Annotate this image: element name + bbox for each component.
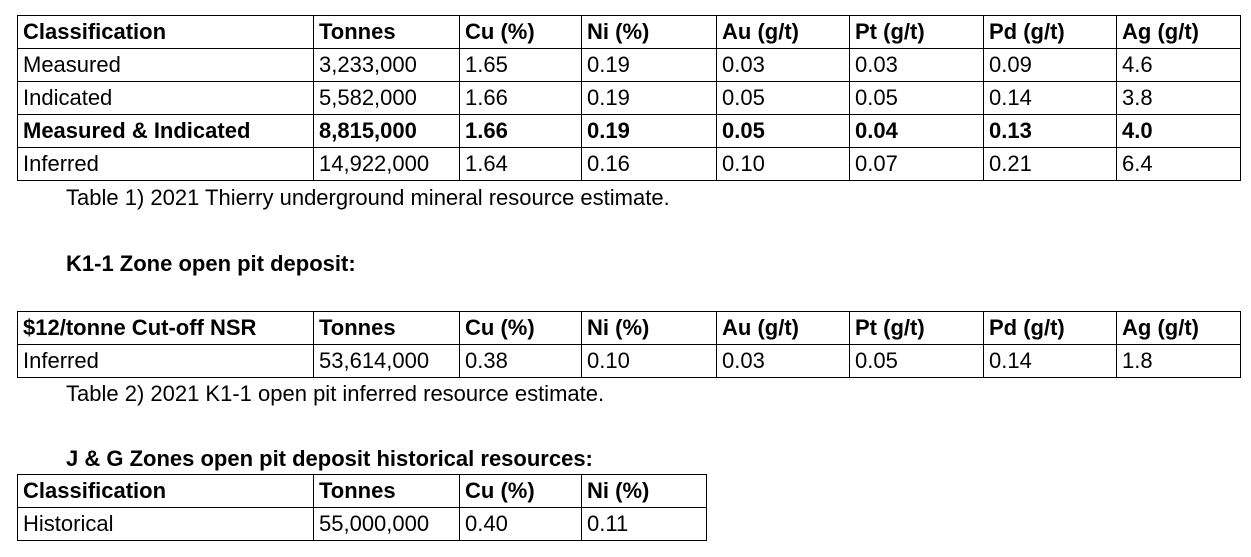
table-caption: Table 1) 2021 Thierry underground mineral resource estimate. xyxy=(66,185,670,210)
table-cell: 53,614,000 xyxy=(314,345,460,378)
table-cell: 0.05 xyxy=(850,82,984,115)
k1-1-resource-table xyxy=(17,311,1241,378)
header-cell: Cu (%) xyxy=(460,475,582,508)
table-cell: 6.4 xyxy=(1117,148,1241,181)
header-cell: Classification xyxy=(18,475,314,508)
table-cell: 8,815,000 xyxy=(314,115,460,148)
header-cell: Pt (g/t) xyxy=(850,312,984,345)
table-cell: 55,000,000 xyxy=(314,508,460,541)
header-cell: Au (g/t) xyxy=(717,312,850,345)
header-cell: Cu (%) xyxy=(460,16,582,49)
section-heading: J & G Zones open pit deposit historical resources: xyxy=(66,446,593,471)
thierry-resource-table xyxy=(17,15,1241,181)
table-header-row xyxy=(18,475,707,508)
table-cell: 0.19 xyxy=(582,115,717,148)
table-row xyxy=(18,345,1241,378)
table-row xyxy=(18,49,1241,82)
header-cell: Ni (%) xyxy=(582,475,707,508)
table-cell: 14,922,000 xyxy=(314,148,460,181)
table-cell: 0.10 xyxy=(717,148,850,181)
table-cell: 0.05 xyxy=(850,345,984,378)
jg-historical-resource-table xyxy=(17,474,707,541)
table-row xyxy=(18,82,1241,115)
table-cell: 0.14 xyxy=(984,345,1117,378)
table-cell: Inferred xyxy=(18,148,314,181)
table-cell: 0.11 xyxy=(582,508,707,541)
table-row xyxy=(18,148,1241,181)
table-cell: 0.03 xyxy=(850,49,984,82)
header-cell: Ag (g/t) xyxy=(1117,16,1241,49)
table-cell: 0.40 xyxy=(460,508,582,541)
table-header-row xyxy=(18,16,1241,49)
table-cell: Indicated xyxy=(18,82,314,115)
header-cell: Au (g/t) xyxy=(717,16,850,49)
table-header-row xyxy=(18,312,1241,345)
table-cell: 3.8 xyxy=(1117,82,1241,115)
header-cell: Pt (g/t) xyxy=(850,16,984,49)
table-cell: 0.05 xyxy=(717,115,850,148)
table-cell: Historical xyxy=(18,508,314,541)
table-cell: 3,233,000 xyxy=(314,49,460,82)
table-cell: 5,582,000 xyxy=(314,82,460,115)
table-cell: 0.07 xyxy=(850,148,984,181)
header-cell: Ni (%) xyxy=(582,16,717,49)
table-cell: 0.10 xyxy=(582,345,717,378)
table-row xyxy=(18,508,707,541)
table-cell: 0.14 xyxy=(984,82,1117,115)
table-cell: 1.8 xyxy=(1117,345,1241,378)
table-cell: 0.09 xyxy=(984,49,1117,82)
table-cell: 4.0 xyxy=(1117,115,1241,148)
header-cell: $12/tonne Cut-off NSR xyxy=(18,312,314,345)
table-cell: 0.03 xyxy=(717,345,850,378)
header-cell: Ni (%) xyxy=(582,312,717,345)
table-cell: Measured xyxy=(18,49,314,82)
table-cell: Inferred xyxy=(18,345,314,378)
header-cell: Cu (%) xyxy=(460,312,582,345)
table-cell: 0.16 xyxy=(582,148,717,181)
header-cell: Pd (g/t) xyxy=(984,312,1117,345)
table-cell: 0.38 xyxy=(460,345,582,378)
header-cell: Classification xyxy=(18,16,314,49)
table-cell: 1.65 xyxy=(460,49,582,82)
table-cell: Measured & Indicated xyxy=(18,115,314,148)
table-cell: 0.19 xyxy=(582,82,717,115)
table-cell: 1.66 xyxy=(460,115,582,148)
table-cell: 0.05 xyxy=(717,82,850,115)
table-cell: 0.19 xyxy=(582,49,717,82)
table-cell: 0.03 xyxy=(717,49,850,82)
table-cell: 0.21 xyxy=(984,148,1117,181)
table-row-total xyxy=(18,115,1241,148)
table-cell: 1.66 xyxy=(460,82,582,115)
table-cell: 1.64 xyxy=(460,148,582,181)
header-cell: Tonnes xyxy=(314,16,460,49)
header-cell: Tonnes xyxy=(314,312,460,345)
table-caption: Table 2) 2021 K1-1 open pit inferred resource estimate. xyxy=(66,381,605,406)
table-cell: 0.04 xyxy=(850,115,984,148)
table-cell: 0.13 xyxy=(984,115,1117,148)
section-heading: K1-1 Zone open pit deposit: xyxy=(66,251,356,276)
header-cell: Tonnes xyxy=(314,475,460,508)
table-cell: 4.6 xyxy=(1117,49,1241,82)
header-cell: Pd (g/t) xyxy=(984,16,1117,49)
header-cell: Ag (g/t) xyxy=(1117,312,1241,345)
